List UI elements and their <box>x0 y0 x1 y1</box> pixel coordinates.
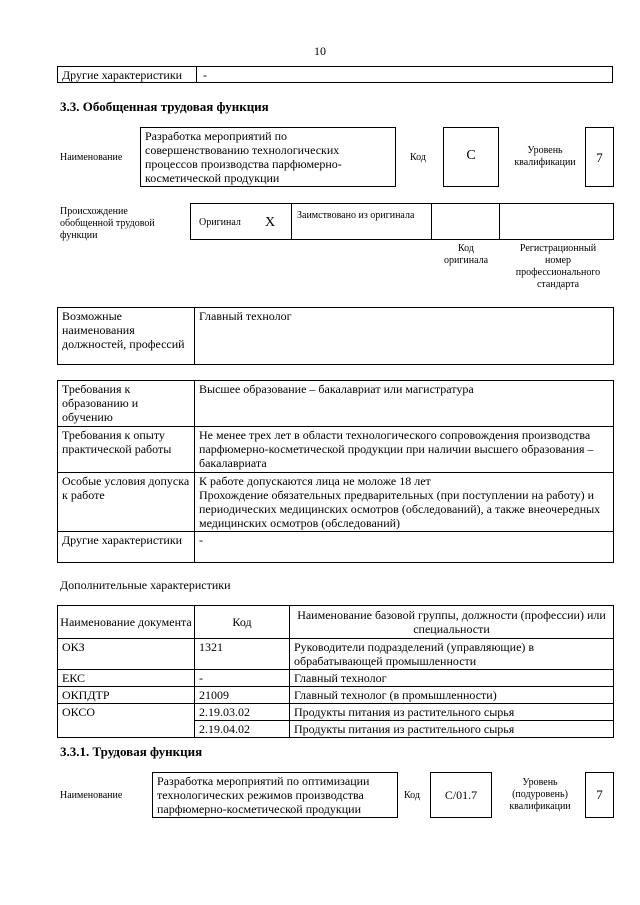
positions-value: Главный технолог <box>195 308 614 365</box>
gtf-level-value: 7 <box>596 150 603 165</box>
origin-reg-caption: Регистрационный номер профессионального стандарта <box>515 243 601 290</box>
table-row <box>58 639 614 670</box>
req-cond-cell <box>195 473 614 532</box>
tf-level-label: Уровень (подуровень) квалификации <box>509 777 571 812</box>
tf-level-value: 7 <box>596 787 603 802</box>
cell-code: - <box>195 670 290 687</box>
origin-original-label: Оригинал <box>199 217 241 228</box>
top-row-label: Другие характеристики <box>62 68 183 82</box>
col-header-name: Наименование базовой группы, должности (профессии) или специальности <box>290 606 614 639</box>
table-row <box>58 670 614 687</box>
subsection-title: 3.3.1. Трудовая функция <box>60 744 203 759</box>
req-exp-value: Не менее трех лет в области технологического сопровождения производства парфюмерно-косметической продукции при наличии высшего образования – бакалавриата <box>195 427 614 473</box>
section-title: 3.3. Обобщенная трудовая функция <box>60 99 269 114</box>
tf-code-label: Код <box>404 790 420 801</box>
cell-document: ОКПДТР <box>58 687 195 704</box>
origin-label: Происхождение обобщенной трудовой функции <box>60 206 155 241</box>
req-cond-value: К работе допускаются лица не моложе 18 лет <box>199 474 431 488</box>
cell-document: ОКЗ <box>58 639 195 670</box>
gtf-level-box <box>585 127 614 187</box>
gtf-name-value <box>140 127 396 187</box>
req-cond-label: Особые условия допуска к работе <box>58 473 195 532</box>
page-number: 10 <box>314 44 326 58</box>
req-edu-label: Требования к образованию и обучению <box>58 381 195 427</box>
positions-table <box>57 307 614 365</box>
gtf-name-text: Разработка мероприятий по совершенствованию технологических процессов производства парфюмерно-косметической продукции <box>145 129 342 185</box>
req-exp-label: Требования к опыту практической работы <box>58 427 195 473</box>
cell-name: Продукты питания из растительного сырья <box>290 721 614 738</box>
req-edu-value: Высшее образование – бакалавриат или магистратура <box>195 381 614 427</box>
origin-code-caption: Код оригинала <box>443 243 489 266</box>
top-characteristics-row <box>57 66 613 83</box>
additional-header-row <box>58 606 614 639</box>
cell-document: ЕКС <box>58 670 195 687</box>
additional-table <box>57 605 614 738</box>
cell-code: 21009 <box>195 687 290 704</box>
tf-level-box <box>585 772 614 818</box>
cell-code: 2.19.04.02 <box>195 721 290 738</box>
additional-title: Дополнительные характеристики <box>60 578 231 592</box>
col-header-code: Код <box>195 606 290 639</box>
tf-name-text: Разработка мероприятий по оптимизации технологических режимов производства парфюмерно-косметической продукции <box>157 774 370 816</box>
tf-code-box <box>430 772 492 818</box>
cell-name: Руководители подразделений (управляющие) в обрабатывающей промышленности <box>290 639 614 670</box>
cell-name: Главный технолог <box>290 670 614 687</box>
cell-code: 1321 <box>195 639 290 670</box>
req-cond-value2: Прохождение обязательных предварительных (при поступлении на работу) и периодических медицинских осмотров (обследований), а также внеочередных медицинских осмотров (обследований) <box>199 488 601 530</box>
top-row-value: - <box>203 68 207 82</box>
cell-document: ОКСО <box>58 704 195 738</box>
requirements-row <box>58 532 614 563</box>
requirements-row <box>58 473 614 532</box>
cell-code: 2.19.03.02 <box>195 704 290 721</box>
gtf-code-label: Код <box>410 152 426 163</box>
table-row <box>58 704 614 721</box>
req-other-value: - <box>195 532 614 563</box>
requirements-row <box>58 427 614 473</box>
origin-row <box>190 203 614 240</box>
tf-name-label: Наименование <box>60 790 123 801</box>
requirements-row <box>58 381 614 427</box>
positions-row <box>58 308 614 365</box>
requirements-table <box>57 380 614 563</box>
cell-name: Продукты питания из растительного сырья <box>290 704 614 721</box>
cell-name: Главный технолог (в промышленности) <box>290 687 614 704</box>
col-header-document: Наименование документа <box>58 606 195 639</box>
gtf-level-label: Уровень квалификации <box>514 145 576 168</box>
origin-borrowed-label: Заимствовано из оригинала <box>297 210 415 221</box>
gtf-code-value: С <box>466 148 476 163</box>
tf-name-value <box>152 772 398 818</box>
gtf-name-label: Наименование <box>60 152 123 163</box>
positions-label: Возможные наименования должностей, профессий <box>58 308 195 365</box>
tf-code-value: С/01.7 <box>444 788 478 802</box>
table-row <box>58 687 614 704</box>
origin-original-mark: X <box>265 215 276 230</box>
gtf-code-box <box>443 127 499 187</box>
req-other-label: Другие характеристики <box>58 532 195 563</box>
